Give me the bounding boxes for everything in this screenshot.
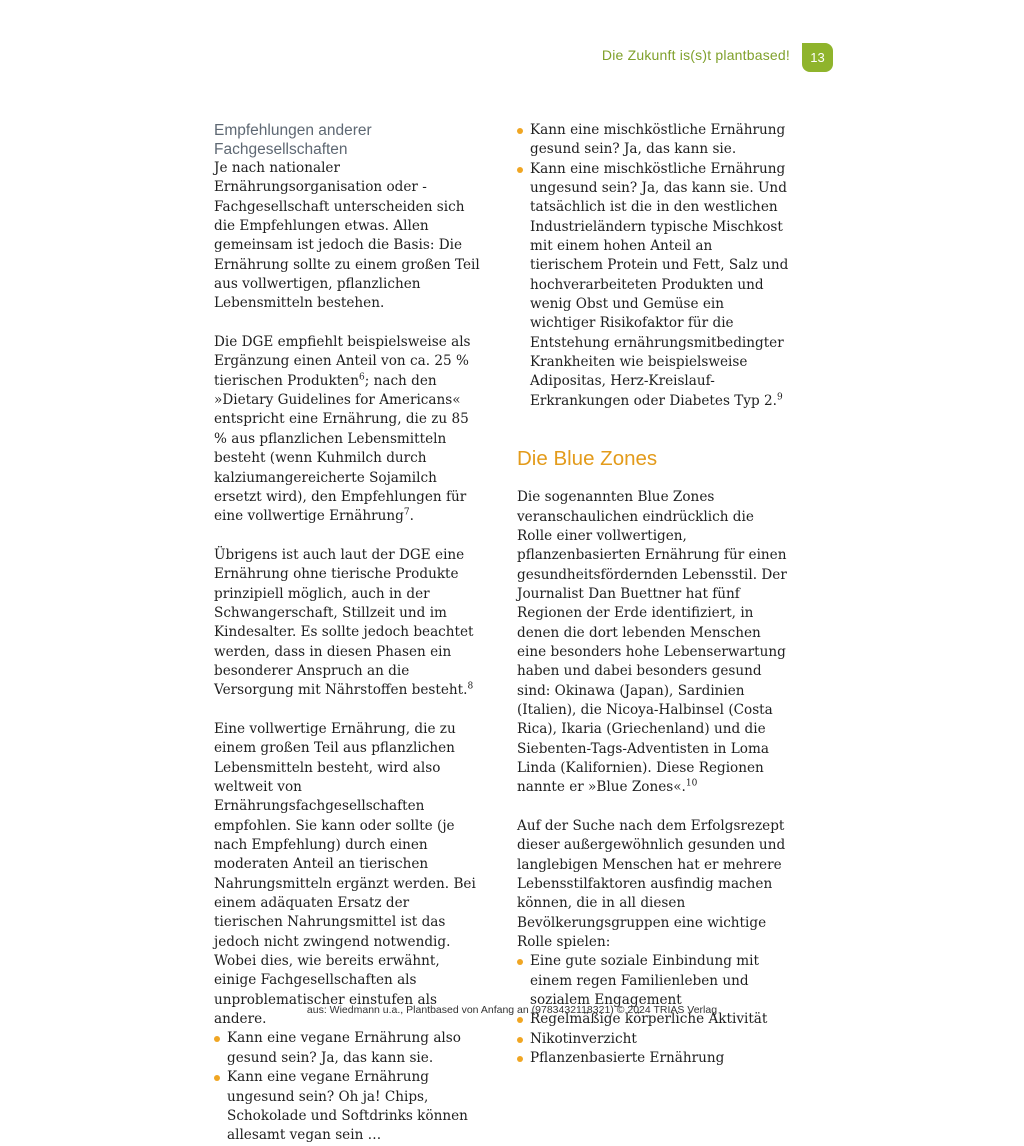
footnote-ref: 8 [467, 681, 474, 692]
footnote-ref: 9 [776, 392, 783, 403]
list-item-text: Kann eine vegane Ernährung also gesund sein? Ja, das kann sie. [227, 1030, 461, 1066]
text-span: . [409, 508, 414, 525]
list-item-text: Kann eine vegane Ernährung ungesund sein? Oh ja! Chips, Schokolade und Softdrinks können allesamt vegan sein … [227, 1069, 468, 1144]
list-item [214, 1068, 482, 1145]
bullet-list [517, 121, 789, 411]
list-item-text: Kann eine mischköstliche Ernährung ungesund sein? Ja, das kann sie. Und tatsächlich ist die in den westlichen Industrieländern typische Mischkost mit einem hohen Anteil an tierischem Protein und Fett, Salz und hochverarbeiteten Produkten und wenig Obst und Gemüse ein wichtiger Risikofaktor für die Entstehung ernährungsmitbedingter Krankheiten wie beispielsweise Adipositas, Herz-Kreislauf-Erkrankungen oder Diabetes Typ 2. [530, 160, 789, 409]
page-number-badge: 13 [802, 43, 833, 72]
paragraph-uebrigens [214, 546, 482, 701]
bullet-dot-icon [214, 1036, 220, 1042]
bullet-dot-icon [517, 1037, 523, 1043]
section-heading-blue-zones: Die Blue Zones [517, 447, 658, 471]
bullet-dot-icon [517, 1017, 523, 1023]
list-item-text: Regelmäßige körperliche Aktivität [530, 1011, 768, 1028]
left-column [214, 121, 482, 1146]
paragraph-vollwertig: Eine vollwertige Ernährung, die zu einem großen Teil aus pflanzlichen Lebensmitteln besteht, wird also weltweit von Ernährungsfachgesellschaften empfohlen. Sie kann oder sollte (je nach Empfehlung) durch einen moderaten Anteil an tierischen Nahrungsmitteln ergänzt werden. Bei einem adäquaten Ersatz der tierischen Nahrungsmittel ist das jedoch nicht zwingend notwendig. Wobei dies, wie bereits erwähnt, einige Fachgesellschaften als unproblematischer einstufen als andere. [214, 720, 476, 1028]
bullet-dot-icon [517, 128, 523, 134]
paragraph-dge [214, 333, 482, 526]
paragraph: Je nach nationaler Ernährungsorganisation oder -Fachgesellschaft unterscheiden sich die Empfehlungen etwas. Allen gemeinsam ist jedoch die Basis: Die Ernährung sollte zu einem großen Teil aus vollwertigen, pflanzlichen Lebensmitteln bestehen. [214, 160, 480, 312]
footnote-ref: 10 [685, 778, 698, 789]
running-head: Die Zukunft is(s)t plantbased! [601, 47, 790, 63]
text-span: Die DGE empfiehlt beispielsweise als Ergänzung einen Anteil von ca. 25 % tierischen Produkten [214, 334, 471, 389]
bullet-dot-icon [214, 1075, 220, 1081]
bullet-list [214, 1029, 482, 1145]
list-item-text: Kann eine mischköstliche Ernährung gesund sein? Ja, das kann sie. [530, 122, 786, 158]
footnote-ref: 6 [358, 372, 365, 383]
list-item [517, 121, 789, 160]
bullet-dot-icon [517, 1056, 523, 1062]
subheading-fachgesellschaften: Empfehlungen anderer Fachgesellschaften [214, 122, 372, 158]
bullet-dot-icon [517, 167, 523, 173]
list-item-text: Eine gute soziale Einbindung mit einem regen Familienleben und sozialem Engagement [530, 953, 759, 1009]
bullet-dot-icon [517, 959, 523, 965]
footnote-ref: 7 [403, 507, 410, 518]
list-item [517, 160, 789, 411]
text-span: ; nach den »Dietary Guidelines for Americans« entspricht eine Ernährung, die zu 85 % aus pflanzlichen Lebensmitteln besteht (wenn Kuhmilch durch kalziumangereicherte Sojamilch ersetzt wird), den Empfehlungen für eine vollwertige Ernährung [214, 372, 469, 525]
right-column [517, 121, 789, 1068]
paragraph-blue-zones [517, 488, 789, 798]
paragraph-erfolgsrezept: Auf der Suche nach dem Erfolgsrezept dieser außergewöhnlich gesunden und langlebigen Menschen hat er mehrere Lebensstilfaktoren ausfindig machen können, die in all diesen Bevölkerungsgruppen eine wichtige Rolle spielen: [517, 818, 786, 951]
list-item-text: Nikotinverzicht [530, 1030, 637, 1047]
source-footer: aus: Wiedmann u.a., Plantbased von Anfang an (9783432118321) © 2024 TRIAS Verlag [306, 1004, 718, 1016]
list-item [517, 1049, 789, 1068]
list-item [214, 1029, 482, 1068]
list-item [517, 1030, 789, 1049]
list-item-text: Pflanzenbasierte Ernährung [530, 1050, 725, 1067]
list-item [517, 952, 789, 1010]
text-span: Die sogenannten Blue Zones veranschaulichen eindrücklich die Rolle einer vollwertigen, pflanzenbasierten Ernährung für einen gesundheitsfördernden Lebensstil. Der Journalist Dan Buettner hat fünf Regionen der Erde identifiziert, in denen die dort lebenden Menschen eine besonders hohe Lebenserwartung haben und dabei besonders gesund sind: Okinawa (Japan), Sardinien (Italien), die Nicoya-Halbinsel (Costa Rica), Ikaria (Griechenland) und die Siebenten-Tags-Adventisten in Loma Linda (Kalifornien). Diese Regionen nannte er »Blue Zones«. [517, 489, 787, 796]
text-span: Übrigens ist auch laut der DGE eine Ernährung ohne tierische Produkte prinzipiell möglich, auch in der Schwangerschaft, Stillzeit und im Kindesalter. Es sollte jedoch beachtet werden, dass in diesen Phasen ein besonderer Anspruch an die Versorgung mit Nährstoffen besteht. [214, 546, 474, 699]
